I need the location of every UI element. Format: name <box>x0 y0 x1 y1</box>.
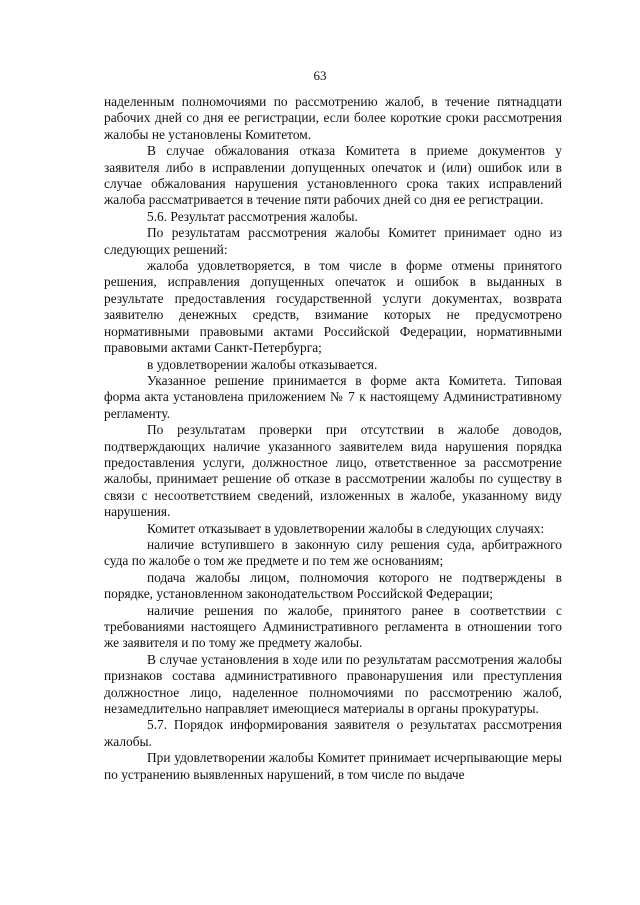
paragraph-6: Указанное решение принимается в форме акта Комитета. Типовая форма акта установлена приложением № 7 к настоящему Административному регламенту. <box>104 372 562 421</box>
page-number: 63 <box>313 68 327 83</box>
paragraph-11: наличие решения по жалобе, принятого ранее в соответствии с требованиями настоящего Административного регламента в отношении того же заявителя и по тому же предмету жалобы. <box>104 602 562 651</box>
paragraph-7: По результатам проверки при отсутствии в жалобе доводов, подтверждающих наличие указанного заявителем вида нарушения порядка предоставления услуги, должностное лицо, ответственное за рассмотрение жалобы, принимает решение об отказе в рассмотрении жалобы по существу в связи с несоответствием сведений, изложенных в жалобе, указанному виду нарушения. <box>104 422 562 520</box>
section-heading-5-7: 5.7. Порядок информирования заявителя о результатах рассмотрения жалобы. <box>104 717 562 749</box>
paragraph-10: подача жалобы лицом, полномочия которого не подтверждены в порядке, установленном законодательством Российской Федерации; <box>104 569 562 602</box>
paragraph-12: В случае установления в ходе или по результатам рассмотрения жалобы признаков состава административного правонарушения или преступления должностное лицо, наделенное полномочиями по рассмотрению жалоб, незамедлительно направляет имеющиеся материалы в органы прокуратуры. <box>104 651 562 717</box>
paragraph-2: В случае обжалования отказа Комитета в приеме документов у заявителя либо в исправлении допущенных опечаток и (или) ошибок или в случае обжалования нарушения установленного срока таких исправлений жалоба рассматривается в течение пяти рабочих дней со дня ее регистрации. <box>104 143 562 208</box>
document-body <box>104 94 562 783</box>
paragraph-3: По результатам рассмотрения жалобы Комитет принимает одно из следующих решений: <box>104 225 562 257</box>
paragraph-5: в удовлетворении жалобы отказывается. <box>147 356 378 372</box>
paragraph-4: жалоба удовлетворяется, в том числе в форме отмены принятого решения, исправления допущенных опечаток и ошибок в выданных в результате предоставления государственной услуги документах, возврата заявителю денежных средств, взимание которых не предусмотрено нормативными правовыми актами Российской Федерации, нормативными правовыми актами Санкт-Петербурга; <box>104 258 562 356</box>
section-heading-5-6: 5.6. Результат рассмотрения жалобы. <box>147 208 358 224</box>
paragraph-8: Комитет отказывает в удовлетворении жалобы в следующих случаях: <box>147 520 545 536</box>
paragraph-1: наделенным полномочиями по рассмотрению жалоб, в течение пятнадцати рабочих дней со дня ее регистрации, если более короткие сроки рассмотрения жалобы не установлены Комитетом. <box>104 94 562 142</box>
paragraph-13: При удовлетворении жалобы Комитет принимает исчерпывающие меры по устранению выявленных нарушений, в том числе по выдаче <box>104 750 562 782</box>
paragraph-9: наличие вступившего в законную силу решения суда, арбитражного суда по жалобе о том же предмете и по тем же основаниям; <box>104 536 562 569</box>
